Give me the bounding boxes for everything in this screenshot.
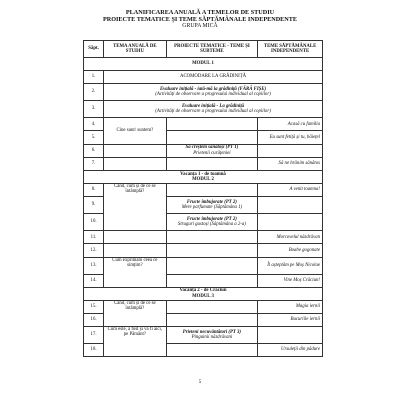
weekly-theme: Să ne hrănim sănătos: [258, 157, 323, 170]
project-cell: [104, 101, 323, 118]
weekly-theme: [258, 214, 323, 231]
project-cell: ACOMODARE LA GRĂDINIȚĂ: [104, 71, 323, 84]
project-cell: [166, 313, 258, 326]
project-cell: [166, 157, 258, 170]
project-cell: [166, 197, 258, 214]
project-cell: [166, 274, 258, 287]
week-number: 16.: [84, 313, 104, 326]
document-title: [0, 9, 400, 30]
table-header-row: [84, 41, 323, 58]
title-line-3: GRUPA MICĂ: [182, 23, 218, 29]
vacation-text: Vacanța 2 - de Crăciun: [179, 288, 227, 294]
week-number: 13.: [84, 257, 104, 274]
table-row: [84, 118, 323, 131]
table-row: [84, 300, 323, 313]
week-number: 1.: [84, 71, 104, 84]
weekly-theme: Magia iernii: [258, 300, 323, 313]
week-number: 8.: [84, 183, 104, 196]
project-title: Prieteni necuvântători (PT 3): [182, 329, 242, 335]
annual-theme: Cine sunt/ suntem?: [104, 118, 167, 144]
planning-table: [83, 40, 323, 357]
vacation-row: [84, 170, 323, 183]
week-number: 18.: [84, 344, 104, 357]
project-cell: [166, 300, 258, 313]
header-week: Săpt.: [84, 41, 104, 58]
module-label: MODUL 1: [84, 58, 323, 71]
header-thematic-projects: PROIECTE TEMATICE - TEME ȘI SUBTEME: [166, 41, 258, 58]
table-row: [84, 84, 323, 101]
project-subtitle: Pinguinii năzdrăvani: [191, 335, 233, 341]
project-cell: [166, 214, 258, 231]
project-subtitle: Prietenii curățeniei: [193, 150, 231, 156]
annual-theme: [104, 231, 167, 244]
project-cell: [166, 118, 258, 131]
project-cell: [166, 144, 258, 157]
annual-theme: Când, cum și de ce se întâmplă?: [104, 300, 167, 326]
weekly-theme: [258, 197, 323, 214]
week-number: 12.: [84, 244, 104, 257]
annual-theme: [104, 244, 167, 257]
week-number: 2.: [84, 84, 104, 101]
module-label: MODUL 2: [192, 176, 214, 182]
project-subtitle: (Activități de observare a progresului individual al copiilor): [155, 109, 271, 115]
module-row: [84, 58, 323, 71]
table-row: [84, 257, 323, 274]
table-row: [84, 144, 323, 157]
page-number: 5: [198, 380, 202, 385]
week-number: 10.: [84, 214, 104, 231]
weekly-theme: [258, 144, 323, 157]
project-cell: [166, 244, 258, 257]
annual-theme: [104, 157, 167, 170]
week-number: 4.: [84, 118, 104, 131]
weekly-theme: A venit toamna!: [258, 183, 323, 196]
table-row: [84, 101, 323, 118]
table-row: [84, 71, 323, 84]
project-subtitle: Mere parfumate (Săptămâna 1): [181, 205, 243, 211]
vacation-label: [84, 170, 323, 183]
module-label: MODUL 3: [192, 293, 214, 299]
table-row: [84, 327, 323, 344]
project-cell: [166, 344, 258, 357]
weekly-theme: [258, 327, 323, 344]
project-subtitle: Struguri gustoși (Săptămâna a 2-a): [177, 222, 246, 228]
weekly-theme: Acasă cu familia: [258, 118, 323, 131]
weekly-theme: Îl așteptăm pe Moș Nicolae: [258, 257, 323, 274]
project-title: Fructe îmbujorate (PT 2): [186, 216, 237, 222]
weekly-theme: Bucuriile iernii: [258, 313, 323, 326]
weekly-theme: Ursuleții din pădure: [258, 344, 323, 357]
week-number: 9.: [84, 197, 104, 214]
title-line-1: PLANIFICAREA ANUALĂ A TEMELOR DE STUDIU: [125, 9, 275, 16]
project-cell: [166, 257, 258, 274]
project-cell: [166, 327, 258, 344]
project-cell: [166, 231, 258, 244]
week-number: 6.: [84, 144, 104, 157]
project-title: Evaluare inițială - La grădiniță: [181, 103, 245, 109]
annual-theme: Când, cum și de ce se întâmplă?: [104, 183, 167, 230]
week-number: 15.: [84, 300, 104, 313]
project-title: Evaluare inițială - iată-mă la grădiniță (FĂRĂ FIȘE): [159, 86, 267, 92]
week-number: 11.: [84, 231, 104, 244]
project-cell: [104, 84, 323, 101]
project-title: Fructe îmbujorate (PT 2): [186, 199, 237, 205]
vacation-text: Vacanța 1 - de toamnă: [180, 171, 226, 177]
table-row: [84, 157, 323, 170]
table-row: [84, 231, 323, 244]
week-number: 7.: [84, 157, 104, 170]
week-number: 17.: [84, 327, 104, 344]
annual-theme: Cum este, a fost și va fi aici, pe Pământ?: [104, 327, 167, 357]
week-number: 3.: [84, 101, 104, 118]
weekly-theme: Vine Moș Crăciun!: [258, 274, 323, 287]
project-title: Să creștem sănătoși (PT 1): [185, 145, 239, 151]
project-cell: [166, 183, 258, 196]
title-line-2: PROIECTE TEMATICE ȘI TEME SĂPTĂMÂNALE INDEPENDENTE: [102, 16, 298, 23]
annual-theme: Cum exprimăm ceea ce simțim?: [104, 257, 167, 287]
weekly-theme: Eu sunt fetiță și tu, băiețel: [258, 131, 323, 144]
table-row: [84, 244, 323, 257]
project-cell: [166, 131, 258, 144]
annual-theme: [104, 144, 167, 157]
weekly-theme: Boabe gogonate: [258, 244, 323, 257]
vacation-label: [84, 287, 323, 300]
week-number: 5.: [84, 131, 104, 144]
week-number: 14.: [84, 274, 104, 287]
header-weekly-themes: TEME SĂPTĂMÂNALE INDEPENDENTE: [258, 41, 323, 58]
vacation-row: [84, 287, 323, 300]
header-annual-theme: TEMA ANUALĂ DE STUDIU: [104, 41, 167, 58]
project-subtitle: (Activități de observare a progresului individual al copiilor): [155, 92, 271, 98]
weekly-theme: Morcovelul năzdrăvan: [258, 231, 323, 244]
table-row: [84, 183, 323, 196]
